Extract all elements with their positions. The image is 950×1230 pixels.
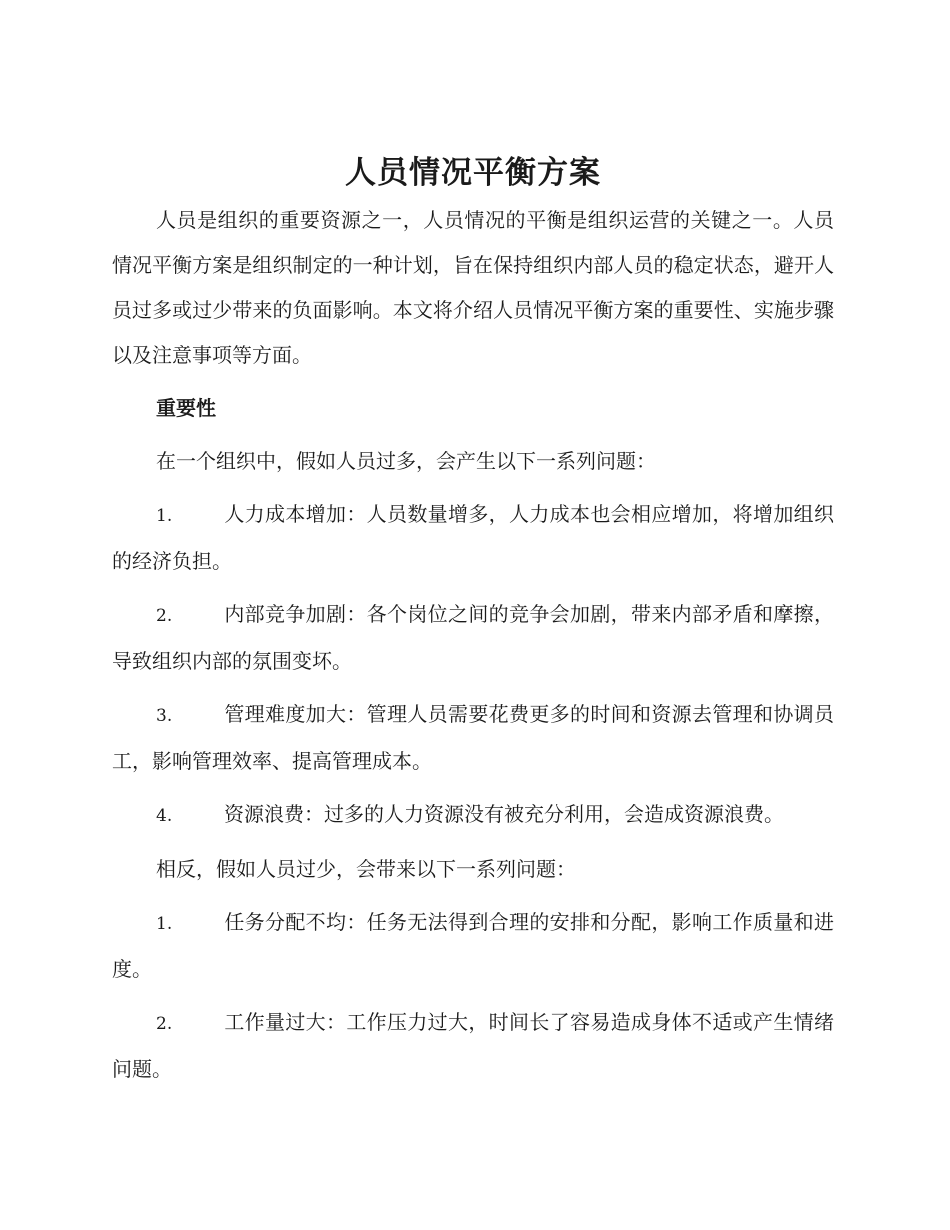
list-item: [112, 592, 834, 684]
intro-paragraph: 人员是组织的重要资源之一，人员情况的平衡是组织运营的关键之一。人员情况平衡方案是组织制定的一种计划，旨在保持组织内部人员的稳定状态，避开人员过多或过少带来的负面影响。本文将介绍人员情况平衡方案的重要性、实施步骤以及注意事项等方面。: [112, 208, 834, 367]
document-page: [112, 150, 834, 1092]
list-item-text: 任务分配不均：任务无法得到合理的安排和分配，影响工作质量和进度。: [112, 910, 834, 981]
document-title: 人员情况平衡方案: [345, 155, 601, 191]
list-item: [112, 1000, 834, 1092]
list-item-number: 1.: [156, 914, 173, 934]
list-item: [112, 692, 834, 784]
list-item-number: 2.: [156, 1014, 173, 1034]
list-item-text: 资源浪费：过多的人力资源没有被充分利用，会造成资源浪费。: [224, 802, 784, 826]
list-item-text: 工作量过大：工作压力过大，时间长了容易造成身体不适或产生情绪问题。: [112, 1010, 834, 1081]
list-item-text: 内部竞争加剧：各个岗位之间的竞争会加剧，带来内部矛盾和摩擦，导致组织内部的氛围变坏。: [112, 602, 834, 673]
list-item: [112, 792, 834, 839]
list-item-text: 人力成本增加：人员数量增多，人力成本也会相应增加，将增加组织的经济负担。: [112, 502, 834, 573]
list-item-number: 4.: [156, 806, 173, 826]
list-item-number: 3.: [156, 706, 173, 726]
overstaff-lead: 在一个组织中，假如人员过多，会产生以下一系列问题：: [156, 449, 656, 473]
list-item-text: 管理难度加大：管理人员需要花费更多的时间和资源去管理和协调员工，影响管理效率、提高管理成本。: [112, 702, 834, 773]
list-item: [112, 900, 834, 992]
understaff-lead: 相反，假如人员过少，会带来以下一系列问题：: [156, 857, 576, 881]
list-item: [112, 492, 834, 584]
section-heading: 重要性: [156, 396, 216, 420]
list-item-number: 2.: [156, 606, 173, 626]
list-item-number: 1.: [156, 506, 173, 526]
